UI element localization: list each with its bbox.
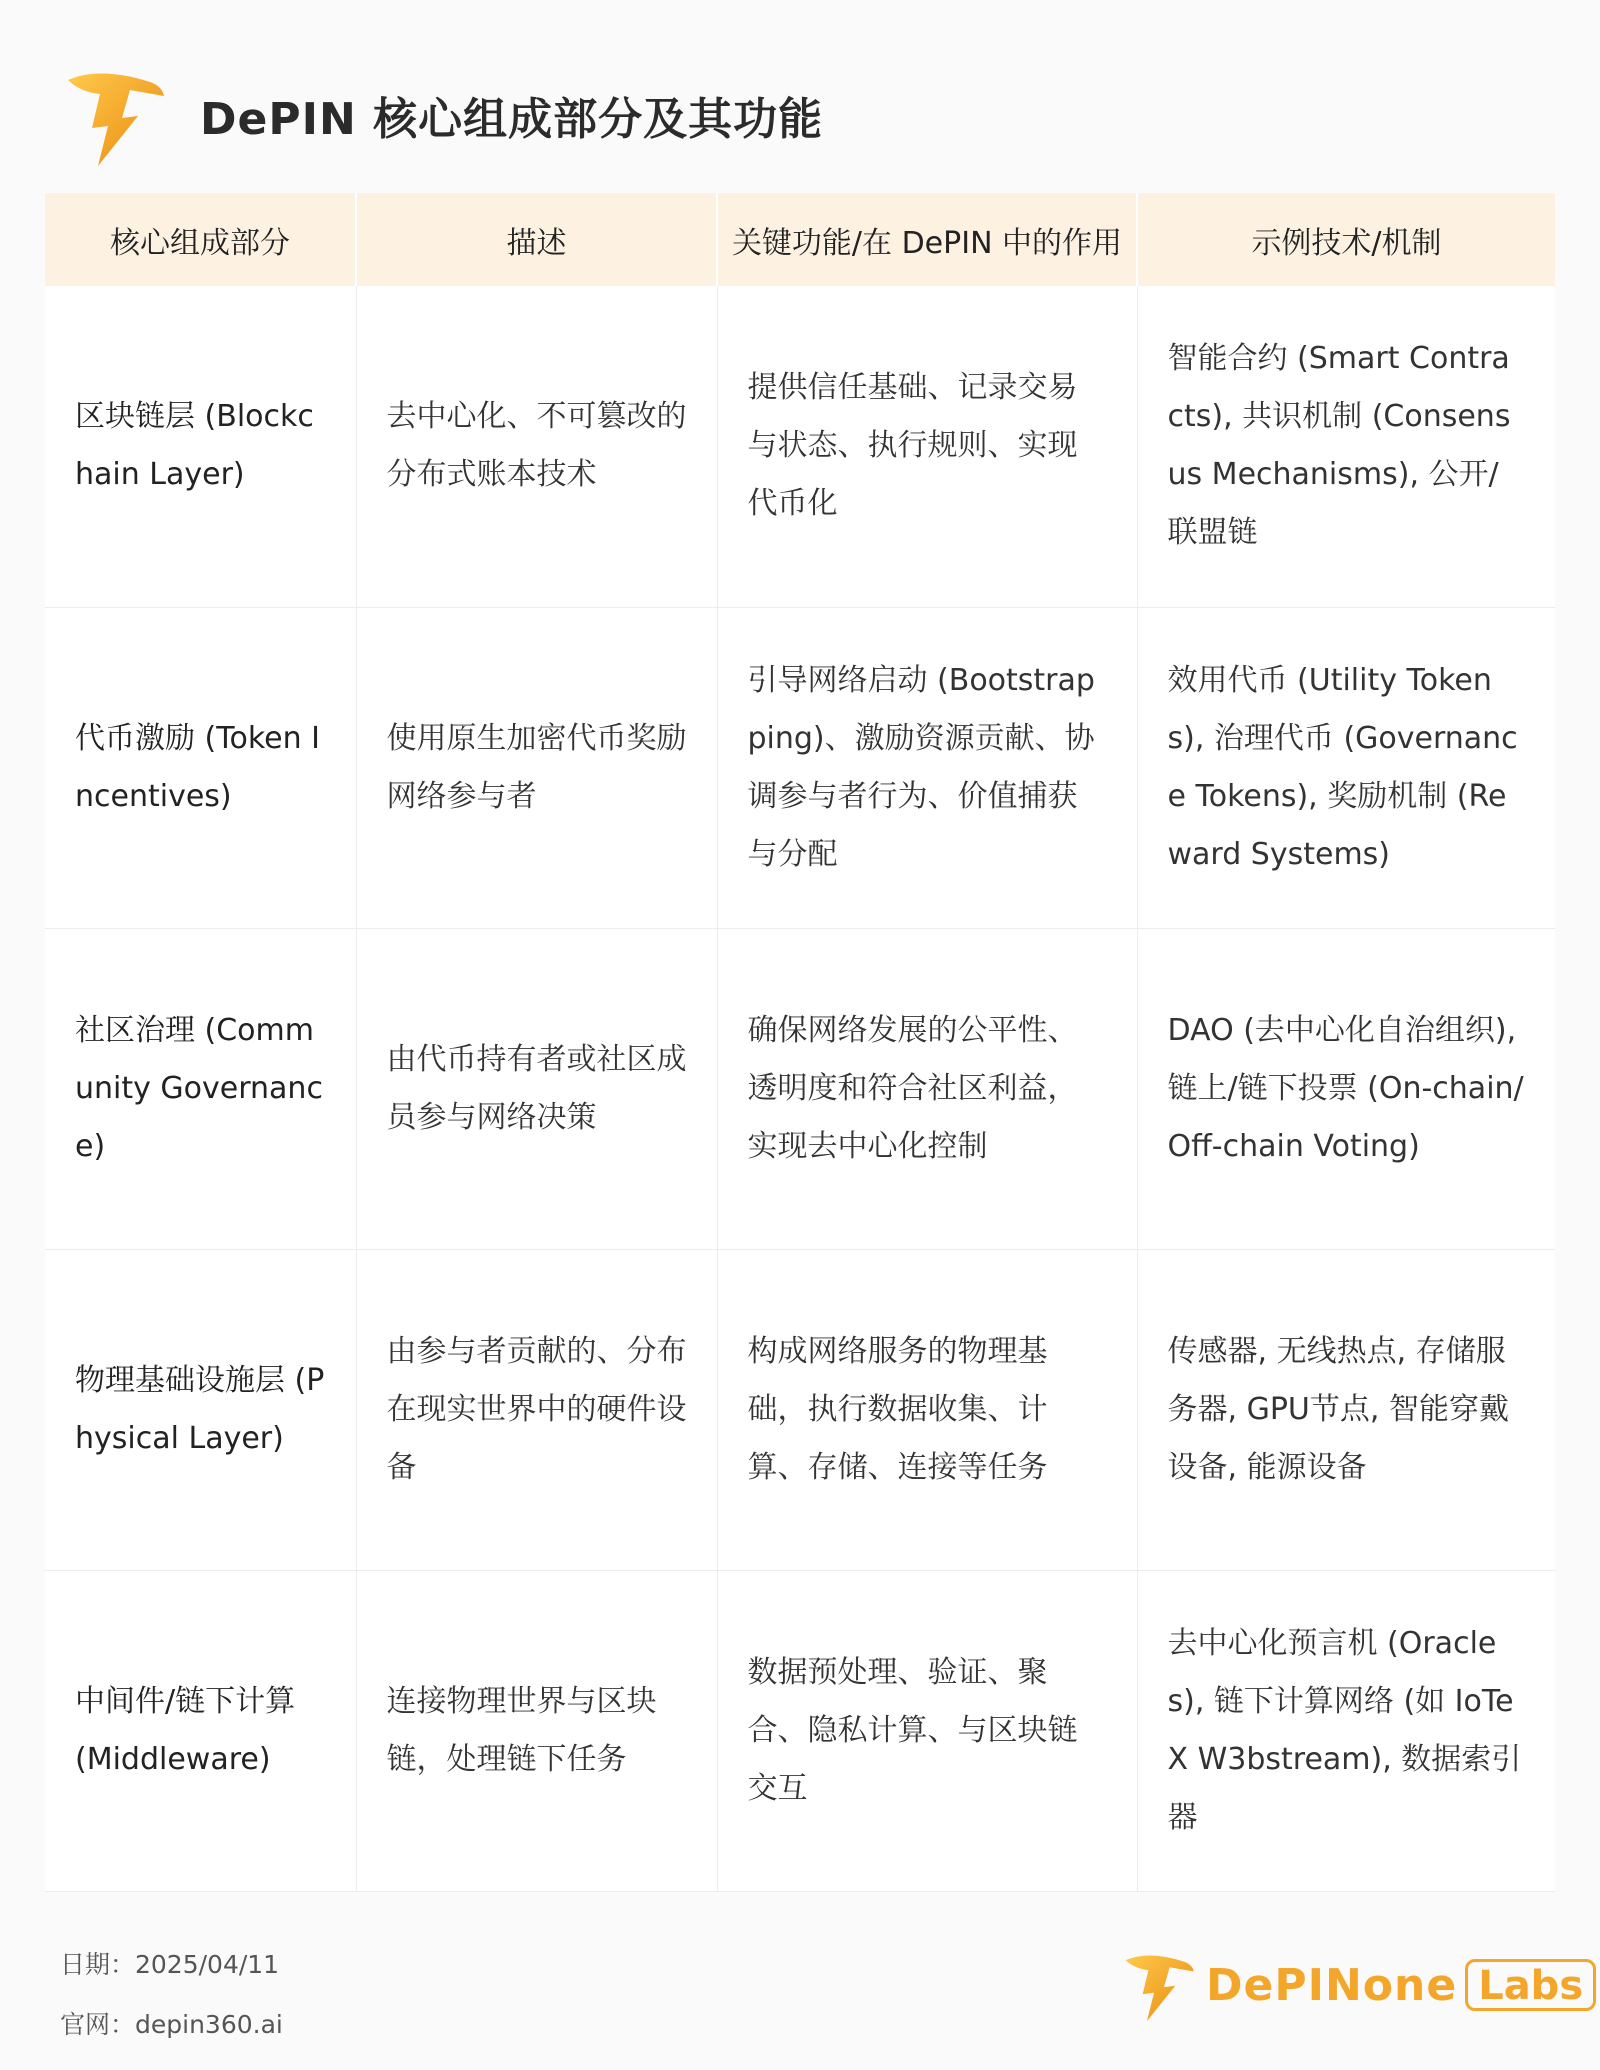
footer-info bbox=[60, 1935, 283, 2055]
role-cell: 数据预处理、验证、聚合、隐私计算、与区块链交互 bbox=[717, 1570, 1137, 1891]
role-cell: 引导网络启动 (Bootstrapping)、激励资源贡献、协调参与者行为、价值捕获与分配 bbox=[717, 607, 1137, 928]
footer-website: 官网：depin360.ai bbox=[60, 2010, 283, 2039]
description-cell: 连接物理世界与区块链，处理链下任务 bbox=[356, 1570, 717, 1891]
component-cell: 区块链层 (Blockchain Layer) bbox=[45, 286, 356, 607]
page-header bbox=[60, 60, 823, 170]
description-cell: 使用原生加密代币奖励网络参与者 bbox=[356, 607, 717, 928]
examples-cell: 去中心化预言机 (Oracles), 链下计算网络 (如 IoTeX W3bstream), 数据索引器 bbox=[1137, 1570, 1555, 1891]
description-cell: 去中心化、不可篡改的分布式账本技术 bbox=[356, 286, 717, 607]
table-row bbox=[45, 286, 1555, 607]
table-row bbox=[45, 607, 1555, 928]
role-cell: 构成网络服务的物理基础，执行数据收集、计算、存储、连接等任务 bbox=[717, 1249, 1137, 1570]
column-header-description: 描述 bbox=[356, 193, 717, 286]
examples-cell: DAO (去中心化自治组织), 链上/链下投票 (On-chain/Off-chain Voting) bbox=[1137, 928, 1555, 1249]
component-cell: 物理基础设施层 (Physical Layer) bbox=[45, 1249, 356, 1570]
column-header-role: 关键功能/在 DePIN 中的作用 bbox=[717, 193, 1137, 286]
component-cell: 中间件/链下计算 (Middleware) bbox=[45, 1570, 356, 1891]
page-title: DePIN 核心组成部分及其功能 bbox=[200, 94, 824, 145]
column-header-component: 核心组成部分 bbox=[45, 193, 356, 286]
column-header-examples: 示例技术/机制 bbox=[1137, 193, 1555, 286]
table-row bbox=[45, 928, 1555, 1249]
brand-name: DePINone bbox=[1206, 1959, 1458, 2011]
footer-date: 日期：2025/04/11 bbox=[60, 1950, 280, 1979]
examples-cell: 效用代币 (Utility Tokens), 治理代币 (Governance Tokens), 奖励机制 (Reward Systems) bbox=[1137, 607, 1555, 928]
examples-cell: 传感器, 无线热点, 存储服务器, GPU节点, 智能穿戴设备, 能源设备 bbox=[1137, 1249, 1555, 1570]
role-cell: 提供信任基础、记录交易与状态、执行规则、实现代币化 bbox=[717, 286, 1137, 607]
lightning-brand-icon bbox=[1120, 1946, 1198, 2024]
table-row bbox=[45, 1249, 1555, 1570]
brand-logo bbox=[1120, 1945, 1596, 2025]
role-cell: 确保网络发展的公平性、透明度和符合社区利益，实现去中心化控制 bbox=[717, 928, 1137, 1249]
table-row bbox=[45, 1570, 1555, 1891]
components-table bbox=[45, 193, 1555, 1892]
description-cell: 由参与者贡献的、分布在现实世界中的硬件设备 bbox=[356, 1249, 717, 1570]
component-cell: 社区治理 (Community Governance) bbox=[45, 928, 356, 1249]
component-cell: 代币激励 (Token Incentives) bbox=[45, 607, 356, 928]
table-header-row bbox=[45, 193, 1555, 286]
brand-labs-badge: Labs bbox=[1465, 1959, 1596, 2011]
description-cell: 由代币持有者或社区成员参与网络决策 bbox=[356, 928, 717, 1249]
lightning-logo-icon bbox=[60, 60, 170, 170]
examples-cell: 智能合约 (Smart Contracts), 共识机制 (Consensus Mechanisms), 公开/联盟链 bbox=[1137, 286, 1555, 607]
